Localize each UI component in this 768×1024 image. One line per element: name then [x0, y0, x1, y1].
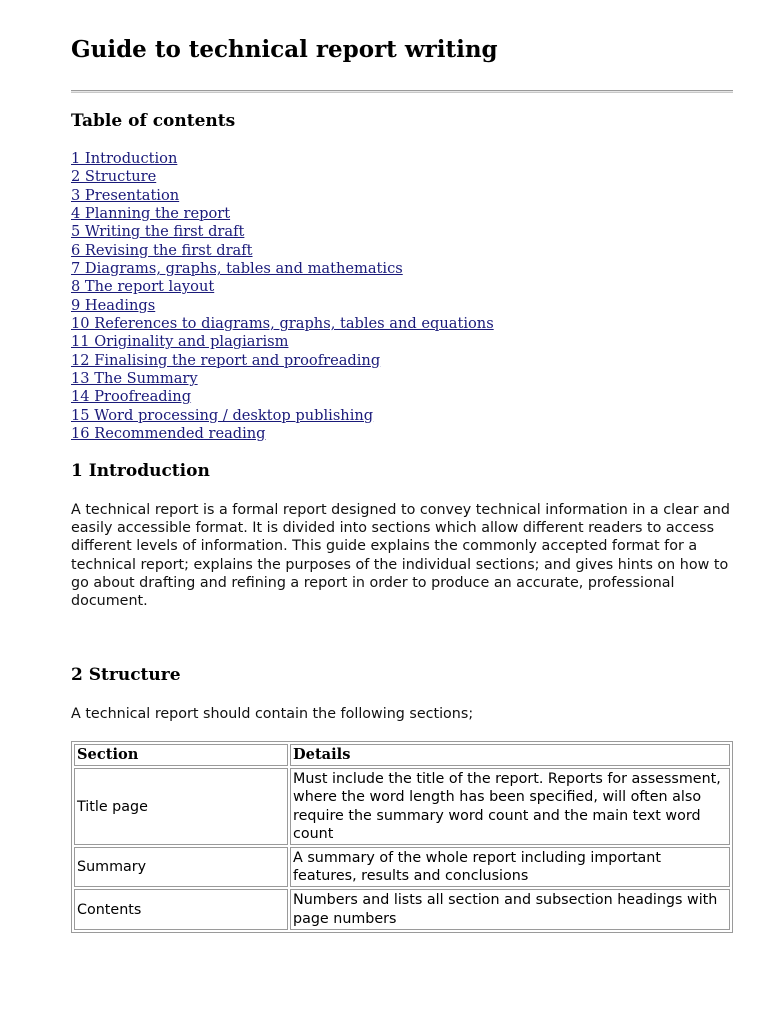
toc-item [71, 352, 494, 370]
toc-link-proofreading[interactable]: 14 Proofreading [71, 388, 192, 406]
toc-link-introduction[interactable]: 1 Introduction [71, 150, 178, 167]
toc-link-headings[interactable]: 9 Headings [71, 296, 156, 314]
table-cell-details: A summary of the whole report including important features, results and conclusions [290, 847, 730, 887]
toc-item [71, 260, 494, 278]
structure-intro: A technical report should contain the following sections; [71, 706, 474, 722]
toc-link-references[interactable]: 10 References to diagrams, graphs, tables and equations [71, 315, 494, 333]
toc-item [71, 425, 494, 443]
table-row [74, 847, 730, 887]
table-header-section: Section [74, 744, 288, 766]
toc-item [71, 388, 494, 406]
toc-link-word-processing[interactable]: 15 Word processing / desktop publishing [71, 406, 374, 424]
section-heading-introduction: 1 Introduction [71, 461, 210, 481]
toc-link-originality[interactable]: 11 Originality and plagiarism [71, 333, 289, 351]
table-row [74, 768, 730, 845]
table-cell-details: Must include the title of the report. Reports for assessment, where the word length has been specified, will often also require the summary word count and the main text word count [290, 768, 730, 845]
toc-item [71, 223, 494, 241]
toc-item [71, 168, 494, 186]
toc-heading: Table of contents [71, 111, 236, 131]
toc-list [71, 150, 494, 444]
horizontal-rule [71, 90, 733, 92]
toc-item [71, 333, 494, 351]
toc-link-writing-first-draft[interactable]: 5 Writing the first draft [71, 223, 245, 241]
table-header-details: Details [290, 744, 730, 766]
toc-item [71, 297, 494, 315]
toc-link-revising-first-draft[interactable]: 6 Revising the first draft [71, 241, 253, 259]
table-header-row [74, 744, 730, 766]
sections-table [71, 741, 733, 933]
toc-link-planning[interactable]: 4 Planning the report [71, 205, 231, 223]
toc-item [71, 150, 494, 168]
toc-item [71, 205, 494, 223]
toc-link-finalising[interactable]: 12 Finalising the report and proofreading [71, 351, 381, 369]
toc-item [71, 242, 494, 260]
table-cell-details: Numbers and lists all section and subsection headings with page numbers [290, 889, 730, 929]
table-cell-section: Summary [74, 847, 288, 887]
toc-link-recommended-reading[interactable]: 16 Recommended reading [71, 425, 266, 443]
toc-link-structure[interactable]: 2 Structure [71, 168, 157, 186]
toc-item [71, 370, 494, 388]
table-cell-section: Contents [74, 889, 288, 929]
toc-link-diagrams[interactable]: 7 Diagrams, graphs, tables and mathematics [71, 260, 403, 278]
section-heading-structure: 2 Structure [71, 665, 181, 685]
table-cell-section: Title page [74, 768, 288, 845]
toc-link-report-layout[interactable]: 8 The report layout [71, 278, 215, 296]
page-title: Guide to technical report writing [71, 36, 498, 63]
toc-item [71, 315, 494, 333]
table-row [74, 889, 730, 929]
toc-link-presentation[interactable]: 3 Presentation [71, 186, 180, 204]
toc-item [71, 407, 494, 425]
toc-item [71, 278, 494, 296]
toc-link-summary[interactable]: 13 The Summary [71, 370, 198, 388]
toc-item [71, 187, 494, 205]
introduction-paragraph: A technical report is a formal report designed to convey technical information in a clear and easily accessible format. It is divided into sections which allow different readers to access different levels of information. This guide explains the commonly accepted format for a technical report; explains the purposes of the individual sections; and gives hints on how to go about drafting and refining a report in order to produce an accurate, professional document. [71, 502, 730, 610]
